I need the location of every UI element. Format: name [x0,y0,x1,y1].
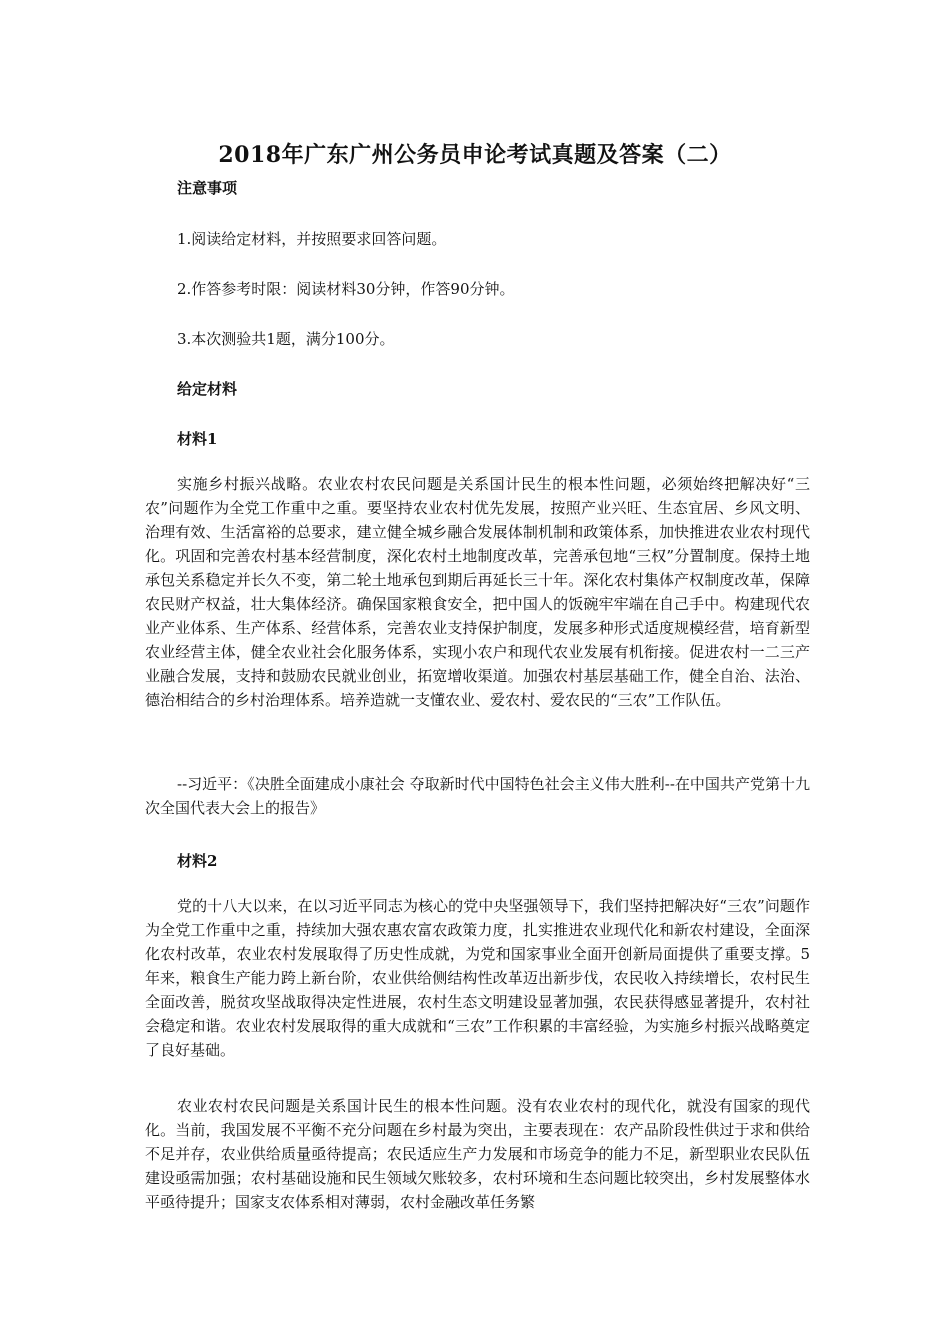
notice-item-3: 3.本次测验共1题，满分100分。 [177,330,395,348]
notice-item-1: 1.阅读给定材料，并按照要求回答问题。 [177,230,447,248]
notice-heading: 注意事项 [177,179,238,197]
material1-source: --习近平：《决胜全面建成小康社会 夺取新时代中国特色社会主义伟大胜利--在中国共产党第十九次全国代表大会上的报告》 [145,775,810,817]
material2-paragraph-2: 农业农村农民问题是关系国计民生的根本性问题。没有农业农村的现代化，就没有国家的现代化。当前，我国发展不平衡不充分问题在乡村最为突出，主要表现在：农产品阶段性供过于求和供给不足并存，农业供给质量亟待提高；农民适应生产力发展和市场竞争的能力不足，新型职业农民队伍建设亟需加强；农村基础设施和民生领域欠账较多，农村环境和生态问题比较突出，乡村发展整体水平亟待提升；国家支农体系相对薄弱，农村金融改革任务繁 [145,1097,810,1211]
material1-paragraph: 实施乡村振兴战略。农业农村农民问题是关系国计民生的根本性问题，必须始终把解决好“三农”问题作为全党工作重中之重。要坚持农业农村优先发展，按照产业兴旺、生态宜居、乡风文明、治理有效、生活富裕的总要求，建立健全城乡融合发展体制机制和政策体系，加快推进农业农村现代化。巩固和完善农村基本经营制度，深化农村土地制度改革，完善承包地“三权”分置制度。保持土地承包关系稳定并长久不变，第二轮土地承包到期后再延长三十年。深化农村集体产权制度改革，保障农民财产权益，壮大集体经济。确保国家粮食安全，把中国人的饭碗牢牢端在自己手中。构建现代农业产业体系、生产体系、经营体系，完善农业支持保护制度，发展多种形式适度规模经营，培育新型农业经营主体，健全农业社会化服务体系，实现小农户和现代农业发展有机衔接。促进农村一二三产业融合发展，支持和鼓励农民就业创业，拓宽增收渠道。加强农村基层基础工作，健全自治、法治、德治相结合的乡村治理体系。培养造就一支懂农业、爱农村、爱农民的“三农”工作队伍。 [145,475,810,709]
material2-paragraph-1: 党的十八大以来，在以习近平同志为核心的党中央坚强领导下，我们坚持把解决好“三农”问题作为全党工作重中之重，持续加大强农惠农富农政策力度，扎实推进农业现代化和新农村建设，全面深化农村改革，农业农村发展取得了历史性成就，为党和国家事业全面开创新局面提供了重要支撑。5年来，粮食生产能力跨上新台阶，农业供给侧结构性改革迈出新步伐，农民收入持续增长，农村民生全面改善，脱贫攻坚战取得决定性进展，农村生态文明建设显著加强，农民获得感显著提升，农村社会稳定和谐。农业农村发展取得的重大成就和“三农”工作积累的丰富经验，为实施乡村振兴战略奠定了良好基础。 [145,897,810,1059]
notice-item-2: 2.作答参考时限：阅读材料30分钟，作答90分钟。 [177,280,515,298]
document-title: 2018年广东广州公务员申论考试真题及答案（二） [218,142,732,168]
material2-heading: 材料2 [177,852,218,870]
given-materials-heading: 给定材料 [177,380,238,398]
material1-heading: 材料1 [177,430,218,448]
